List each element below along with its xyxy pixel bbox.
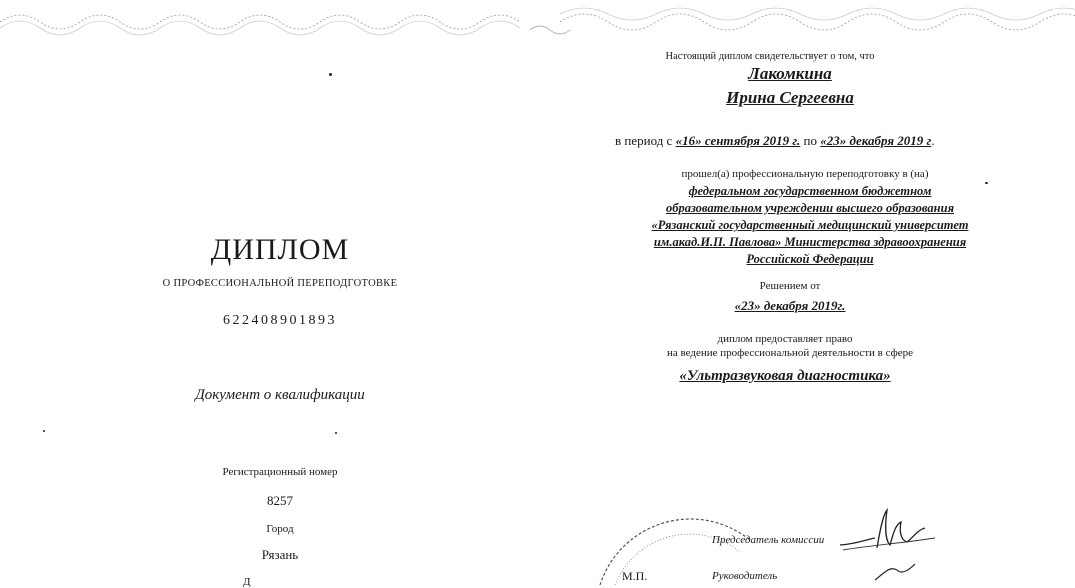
diploma-subtitle: О ПРОФЕССИОНАЛЬНОЙ ПЕРЕПОДГОТОВКЕ: [162, 278, 398, 289]
institution-line-4: им.акад.И.П. Павлова» Министерства здравоохранения: [653, 235, 967, 249]
recipient-name: Ирина Сергеевна: [726, 88, 854, 107]
date-from: «16» сентября 2019 г.: [675, 133, 801, 148]
registration-number: 8257: [267, 493, 293, 508]
commission-chair-label: Председатель комиссии: [712, 534, 825, 546]
speck: [43, 430, 45, 432]
city-value: Рязань: [261, 547, 299, 562]
speck: [335, 432, 337, 434]
institution-line-2: образовательном учреждении высшего образования: [665, 201, 955, 215]
city-label: Город: [266, 523, 294, 535]
date-to: «23» декабря 2019 г: [820, 133, 932, 148]
date-label-partial: Д: [243, 576, 251, 588]
period-prefix: в период с: [615, 133, 673, 148]
speck: [985, 182, 988, 184]
registration-label: Регистрационный номер: [222, 466, 338, 478]
training-text: прошел(а) профессиональную переподготовку в (на): [681, 168, 929, 180]
rights-text-2: на ведение профессиональной деятельности в сфере: [666, 347, 914, 359]
handwritten-signature: [835, 500, 945, 585]
period-mid: по: [803, 133, 818, 148]
period-line: [615, 133, 1015, 149]
stamp-mp-label: М.П.: [622, 569, 648, 583]
recipient-surname: Лакомкина: [748, 64, 832, 83]
diploma-title: ДИПЛОМ: [210, 233, 350, 266]
document-type: Документ о квалификации: [195, 387, 365, 403]
institution-line-3: «Рязанский государственный медицинский университет: [651, 218, 969, 232]
head-label: Руководитель: [712, 570, 778, 582]
diploma-number: 622408901893: [223, 313, 337, 328]
institution-line-5: Российской Федерации: [746, 252, 874, 266]
specialty: «Ультразвуковая диагностика»: [679, 368, 891, 384]
period-end: .: [931, 133, 935, 148]
decision-label: Решением от: [759, 280, 821, 292]
institution-line-1: федеральном государственном бюджетном: [688, 184, 932, 198]
decision-date: «23» декабря 2019г.: [734, 298, 846, 313]
rights-text-1: диплом предоставляет право: [717, 333, 853, 345]
speck: [329, 73, 332, 76]
intro-text: Настоящий диплом свидетельствует о том, что: [665, 51, 875, 62]
